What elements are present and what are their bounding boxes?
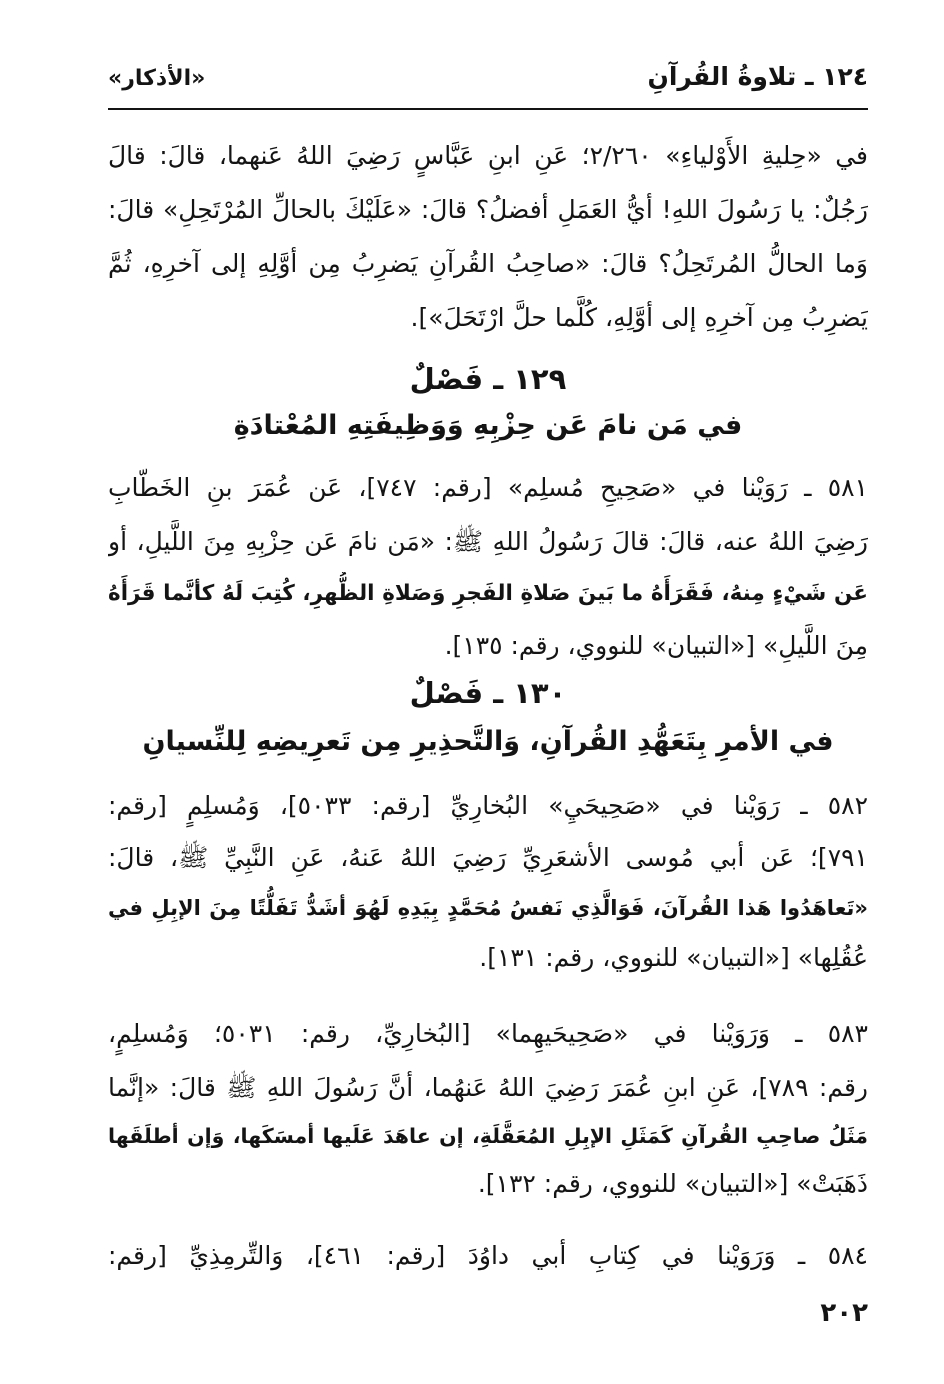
text-line: وَما الحالُّ المُرتَحِلُ؟ قالَ: «صاحِبُ القُرآنِ يَضرِبُ مِن أوَّلِهِ إلى آخرِهِ، ثُمَّ — [108, 249, 868, 278]
section-130-number: ١٣٠ ـ فَصْلٌ — [409, 676, 567, 710]
paragraph-583-line: ٥٨٣ ـ وَرَوَيْنا في «صَحِيحَيهِما» [البُخارِيِّ، رقم: ٥٠٣١؛ وَمُسلِمٍ، — [108, 1019, 868, 1048]
paragraph-582-line: «تَعاهَدُوا هَذا القُرآنَ، فَوَالَّذِي نَفسُ مُحَمَّدٍ بِيَدِهِ لَهُوَ أشَدُّ تَفَلُّتًا مِنَ الإبِلِ في — [108, 896, 868, 920]
section-129-title: في مَن نامَ عَن حِزْبِهِ وَوَظِيفَتِهِ المُعْتادَةِ — [233, 410, 743, 441]
chapter-header: ١٢٤ ـ تلاوةُ القُرآنِ — [647, 62, 868, 91]
text-line: رَجُلٌ: يا رَسُولَ اللهِ! أيُّ العَمَلِ أفضلُ؟ قالَ: «عَلَيْكَ بالحالِّ المُرْتَحِلِ» قالَ: — [108, 195, 868, 224]
paragraph-582-line: ٥٨٢ ـ رَوَيْنا في «صَحِيحَيِ» البُخارِيِّ [رقم: ٥٠٣٣]، وَمُسلِمٍ [رقم: — [108, 791, 868, 820]
text-line: في «حِليةِ الأَوْلياءِ» ٢/٢٦٠؛ عَنِ ابنِ عَبَّاسٍ رَضِيَ اللهُ عَنهما، قالَ: قالَ — [108, 141, 868, 170]
paragraph-584-line: ٥٨٤ ـ وَرَوَيْنا في كِتابِ أبي داوُدَ [رقم: ٤٦١]، وَالتِّرمِذِيِّ [رقم: — [108, 1241, 868, 1270]
paragraph-583-line: ذَهَبَتْ» [«التبيان» للنووي، رقم: ١٣٢]. — [477, 1169, 868, 1198]
paragraph-582-line: ٧٩١]؛ عَن أبي مُوسى الأشعَرِيِّ رَضِيَ اللهُ عَنهُ، عَنِ النَّبِيِّ ﷺ، قالَ: — [108, 843, 868, 872]
header-divider — [108, 108, 868, 110]
running-header — [108, 62, 868, 106]
paragraph-583-line: رقم: ٧٨٩]، عَنِ ابنِ عُمَرَ رَضِيَ اللهُ عَنهُما، أنَّ رَسُولَ اللهِ ﷺ قالَ: «إنَّما — [108, 1073, 868, 1102]
paragraph-582-line: عُقُلِها» [«التبيان» للنووي، رقم: ١٣١]. — [479, 943, 868, 972]
page-number: ٢٠٢ — [820, 1298, 868, 1328]
text-line: يَضرِبُ مِن آخرِهِ إلى أوَّلِهِ، كُلَّما حلَّ ارْتَحَلَ»]. — [410, 303, 868, 332]
paragraph-581-line: عَن شَيْءٍ مِنهُ، فَقَرَأَهُ ما بَينَ صَلاةِ الفَجرِ وَصَلاةِ الظُّهرِ، كُتِبَ لَهُ كأنَّما قَرَأَهُ — [108, 581, 868, 606]
paragraph-581-line: رَضِيَ اللهُ عنه، قالَ: قالَ رَسُولُ اللهِ ﷺ: «مَن نامَ عَن حِزْبِهِ مِنَ اللَّيلِ، أو — [108, 527, 868, 556]
paragraph-583-line: مَثَلُ صاحِبِ القُرآنِ كَمَثَلِ الإبِلِ المُعَقَّلَةِ، إن عاهَدَ عَلَيها أمسَكَها، وَإن أطلَقَها — [108, 1124, 868, 1148]
section-129-number: ١٢٩ ـ فَصْلٌ — [409, 362, 567, 396]
paragraph-581-line: مِنَ اللَّيلِ» [«التبيان» للنووي، رقم: ١٣٥]. — [444, 631, 868, 660]
paragraph-581-line: ٥٨١ ـ رَوَيْنا في «صَحِيحِ مُسلِم» [رقم: ٧٤٧]، عَن عُمَرَ بنِ الخَطّابِ — [108, 473, 868, 502]
section-130-title: في الأمرِ بِتَعَهُّدِ القُرآنِ، وَالتَّحذِيرِ مِن تَعرِيضِهِ لِلنِّسيانِ — [142, 726, 834, 757]
book-title-header: «الأذكار» — [108, 66, 206, 91]
